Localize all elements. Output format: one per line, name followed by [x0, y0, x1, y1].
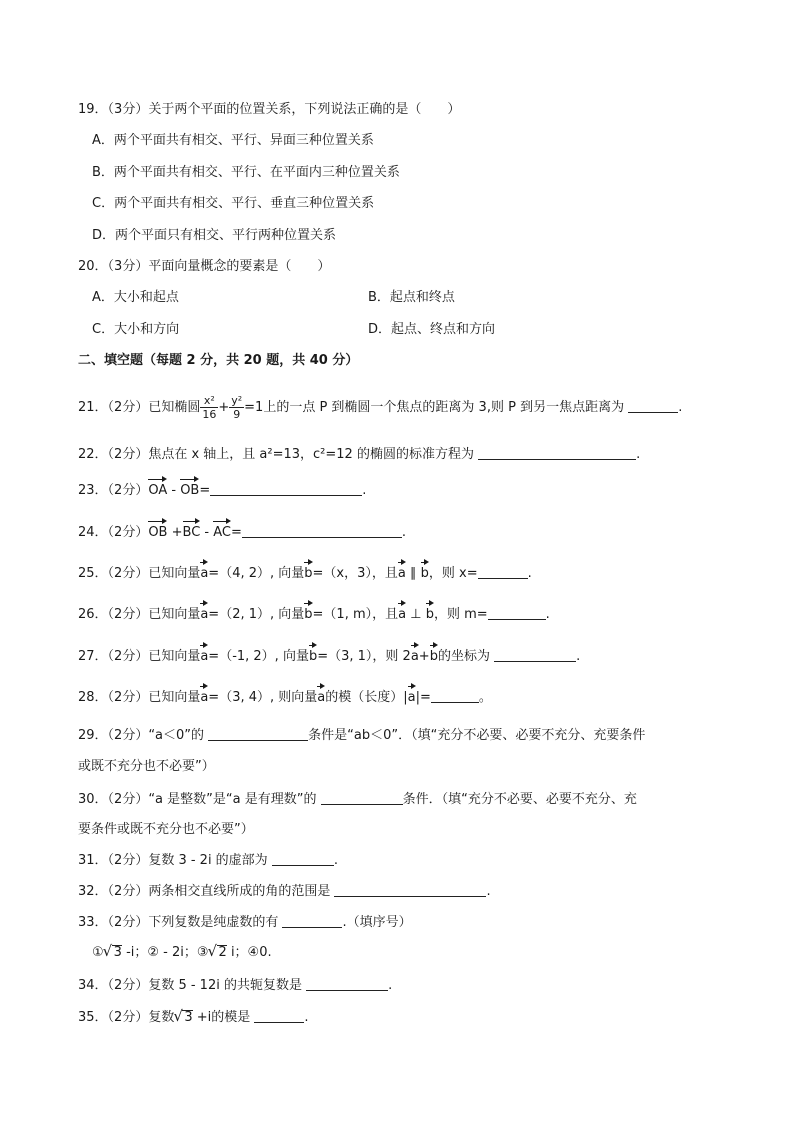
vector-ac: AC	[213, 525, 232, 540]
question-33-choices	[92, 944, 734, 962]
fraction-x-denominator: 16	[202, 408, 217, 421]
q26-pre: 26．（2分）已知向量	[78, 607, 201, 622]
vector-b: b	[429, 649, 438, 664]
choice-text: -i；② - 2i；③	[121, 945, 209, 960]
answer-blank-31[interactable]	[272, 851, 334, 866]
vector-oa: OA	[148, 483, 168, 498]
q25-end: .	[527, 566, 532, 581]
option-19-d: D．两个平面只有相交、平行两种位置关系	[92, 228, 337, 243]
q21-end: .	[678, 400, 683, 415]
choice-text-end: i；④0.	[226, 945, 272, 960]
answer-blank-34[interactable]	[306, 976, 388, 991]
q27-mid2: =（3, 1），则 2	[317, 649, 411, 664]
q27-mid1: =（-1, 2）, 向量	[208, 649, 309, 664]
q35-end: .	[304, 1010, 309, 1025]
q22-end: .	[636, 447, 641, 462]
q28-mid2: 的模（长度）|	[325, 690, 408, 705]
vector-bc: BC	[182, 525, 201, 540]
q29-post: 条件是“ab＜0”．（填“充分不必要、必要不充分、充要条件	[308, 728, 646, 743]
vector-ob: OB	[148, 525, 168, 540]
answer-blank-27[interactable]	[494, 647, 576, 662]
question-26	[78, 605, 734, 624]
q25-pre: 25．（2分）已知向量	[78, 566, 201, 581]
question-19-stem: 19．（3分）关于两个平面的位置关系，下列说法正确的是（ ）	[78, 102, 461, 117]
answer-blank-32[interactable]	[334, 882, 486, 897]
answer-blank-33[interactable]	[282, 913, 342, 928]
q24-end: .	[401, 525, 407, 540]
q21-pre: 21．（2分）已知椭圆	[78, 400, 201, 415]
vector-ob: OB	[180, 483, 200, 498]
question-32	[78, 882, 734, 901]
parallel-symbol: ∥	[405, 566, 421, 581]
answer-blank-29[interactable]	[208, 726, 308, 741]
q26-mid2: =（1, m），且	[312, 607, 399, 622]
vector-a: a	[397, 566, 406, 581]
q24-pre: 24．（2分）	[78, 525, 149, 540]
q23-end: .	[362, 483, 367, 498]
vector-b: b	[308, 649, 318, 664]
fraction-y-numerator: y²	[231, 394, 243, 407]
q24-plus: +	[167, 525, 183, 540]
answer-blank-30[interactable]	[321, 790, 403, 805]
q33-post: .（填序号）	[342, 915, 412, 930]
sqrt-3: √ 3	[112, 945, 122, 960]
perpendicular-symbol: ⊥	[406, 607, 426, 622]
sqrt-3: √ 3	[182, 1010, 192, 1025]
question-30	[78, 790, 734, 809]
option-20-a: A．大小和起点	[92, 290, 179, 305]
vector-a: a	[407, 690, 416, 705]
q24-minus: -	[200, 525, 214, 540]
answer-blank-26[interactable]	[488, 605, 546, 620]
q31-pre: 31．（2分）复数 3 - 2i 的虚部为	[78, 853, 268, 868]
option-20-c: C．大小和方向	[92, 322, 180, 337]
q25-mid3: ，则 x=	[428, 566, 478, 581]
q23-eq: =	[199, 483, 211, 498]
q21-eq: =1上的一点 P 到椭圆一个焦点的距离为 3,则 P 到另一焦点距离为	[244, 400, 625, 415]
option-19-a: A．两个平面共有相交、平行、异面三种位置关系	[92, 133, 374, 148]
fraction-x-numerator: x²	[200, 394, 218, 408]
vector-b: b	[304, 607, 313, 622]
q27-end: .	[576, 649, 581, 664]
option-19-c: C．两个平面共有相交、平行、垂直三种位置关系	[92, 196, 375, 211]
fraction-y	[229, 394, 244, 421]
question-24	[78, 523, 734, 542]
q34-pre: 34．（2分）复数 5 - 12i 的共轭复数是	[78, 978, 302, 993]
q25-mid2: =（x，3），且	[312, 566, 398, 581]
question-27	[78, 647, 734, 666]
vector-b: b	[420, 566, 429, 581]
answer-blank-23[interactable]	[210, 481, 362, 496]
section-heading: 二、填空题（每题 2 分，共 20 题，共 40 分）	[78, 353, 359, 368]
question-29	[78, 726, 734, 745]
question-21	[78, 394, 734, 421]
q24-eq: =	[231, 525, 242, 540]
question-33	[78, 913, 734, 932]
question-34	[78, 976, 734, 995]
q35-post: +i的模是	[192, 1010, 251, 1025]
q28-pre: 28．（2分）已知向量	[78, 690, 201, 705]
question-28	[78, 688, 734, 707]
q28-mid3: |=	[415, 690, 431, 705]
q31-end: .	[333, 853, 338, 868]
vector-a: a	[317, 690, 326, 705]
q28-mid1: =（3, 4）, 则向量	[208, 690, 318, 705]
fraction-x	[200, 394, 218, 421]
vector-a: a	[410, 649, 419, 664]
choice-1-marker: ①	[92, 945, 104, 960]
vector-a: a	[398, 607, 407, 622]
answer-blank-24[interactable]	[242, 523, 402, 538]
answer-blank-28[interactable]	[431, 688, 479, 703]
question-25	[78, 564, 734, 583]
q27-plus: +	[418, 649, 430, 664]
q22-pre: 22．（2分）焦点在 x 轴上，且 a²=13，c²=12 的椭圆的标准方程为	[78, 447, 474, 462]
q21-plus: +	[218, 400, 230, 415]
q23-minus: -	[167, 483, 181, 498]
vector-a: a	[200, 649, 209, 664]
q34-end: .	[388, 978, 393, 993]
q33-pre: 33．（2分）下列复数是纯虚数的有	[78, 915, 279, 930]
q25-mid1: =（4, 2）, 向量	[208, 566, 305, 581]
answer-blank-35[interactable]	[254, 1008, 304, 1023]
q30-post: 条件．（填“充分不必要、必要不充分、充	[402, 792, 637, 807]
q26-end: .	[545, 607, 550, 622]
vector-a: a	[200, 690, 209, 705]
sqrt-2: √ 2	[217, 945, 227, 960]
question-31	[78, 851, 734, 870]
q27-pre: 27．（2分）已知向量	[78, 649, 201, 664]
vector-a: a	[200, 607, 209, 622]
answer-blank-21[interactable]	[628, 398, 678, 413]
question-30-line2: 要条件或既不充分也不必要”）	[78, 822, 254, 837]
q32-pre: 32．（2分）两条相交直线所成的角的范围是	[78, 884, 331, 899]
q28-end: 。	[478, 690, 492, 705]
q32-end: .	[486, 884, 491, 899]
q30-pre: 30．（2分）“a 是整数”是“a 是有理数”的	[78, 792, 317, 807]
q29-pre: 29．（2分）“a＜0”的	[78, 728, 205, 743]
question-23	[78, 481, 734, 500]
fraction-y-denominator: 9	[233, 408, 241, 421]
vector-b: b	[304, 566, 313, 581]
q23-pre: 23．（2分）	[78, 483, 149, 498]
vector-b: b	[425, 607, 434, 622]
q27-mid3: 的坐标为	[437, 649, 490, 664]
q26-mid1: =（2, 1）, 向量	[208, 607, 305, 622]
question-22	[78, 445, 734, 464]
option-20-b: B．起点和终点	[368, 290, 455, 305]
answer-blank-25[interactable]	[478, 564, 528, 579]
option-19-b: B．两个平面共有相交、平行、在平面内三种位置关系	[92, 165, 400, 180]
q26-mid3: ，则 m=	[433, 607, 488, 622]
question-19	[78, 101, 734, 119]
answer-blank-22[interactable]	[478, 445, 636, 460]
q35-pre: 35．（2分）复数	[78, 1010, 175, 1025]
question-20-stem: 20．（3分）平面向量概念的要素是（ ）	[78, 259, 331, 274]
vector-a: a	[200, 566, 209, 581]
question-29-line2: 或既不充分也不必要”）	[78, 759, 215, 774]
question-35	[78, 1008, 734, 1027]
option-20-d: D．起点、终点和方向	[368, 322, 496, 337]
